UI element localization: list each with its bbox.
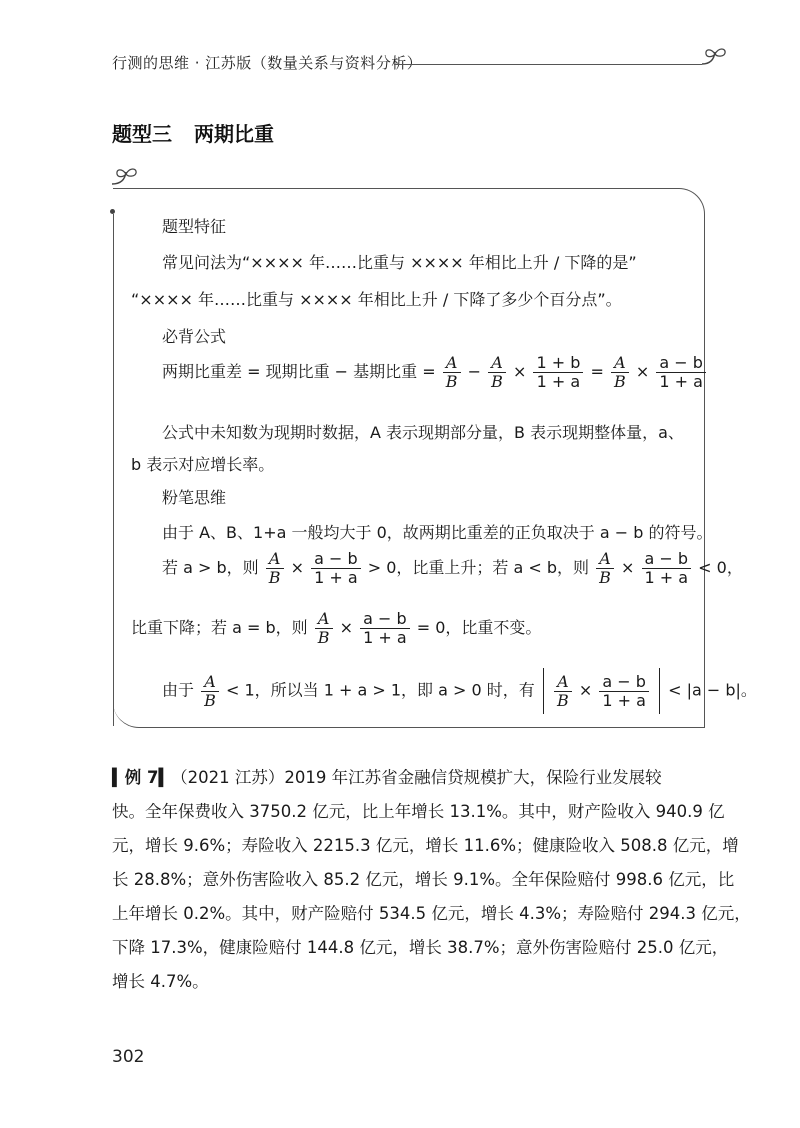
- running-header: [112, 44, 712, 84]
- example-line-2: 快。全年保费收入 3750.2 亿元，比上年增长 13.1%。其中，财产险收入 940.9 亿: [112, 802, 725, 821]
- example-tag: ▍例 7▍: [112, 768, 172, 787]
- section-title: [112, 118, 274, 147]
- fraction-a-over-b: $\frac{A}{B}$: [596, 550, 614, 587]
- fraction-diff: $\frac{a - b}{1 + a}$: [599, 673, 649, 710]
- fraction-diff: $\frac{a - b}{1 + a}$: [360, 610, 410, 647]
- equals-sign: =: [590, 362, 604, 381]
- example-line-5: 上年增长 0.2%。其中，财产险赔付 534.5 亿元，增长 4.3%；寿险赔付 294.3 亿元，: [112, 904, 751, 923]
- times-sign: ×: [512, 362, 527, 381]
- absolute-bar-left: [543, 668, 544, 714]
- absolute-bar-right: [659, 668, 660, 714]
- fraction-a-over-b: $\frac{A}{B}$: [201, 673, 219, 710]
- fraction-growth: $\frac{1 + b}{1 + a}$: [533, 354, 583, 391]
- example-line-6: 下降 17.3%，健康险赔付 144.8 亿元，增长 38.7%；意外伤害险赔付 25.0 亿元，: [112, 938, 729, 957]
- sprout-icon: [698, 46, 732, 70]
- formula-note-2: b 表示对应增长率。: [131, 455, 275, 474]
- example-line-1: ▍例 7▍（2021 江苏）2019 年江苏省金融信贷规模扩大，保险行业发展较: [112, 768, 662, 787]
- example-line-7: 增长 4.7%。: [112, 972, 209, 991]
- thinking-line-1: 由于 A、B、1+a 一般均大于 0，故两期比重差的正负取决于 a − b 的符号。: [162, 523, 713, 542]
- formula-line: [162, 354, 708, 391]
- section-name: 两期比重: [194, 122, 274, 146]
- formula-heading: 必背公式: [162, 327, 227, 346]
- case-line-1: 若 a > b，则 $\frac{A}{B}$ × $\frac{a - b}{1 + a}$ > 0，比重上升；若 a < b，则 $\frac{A}{B}$ × $\frac{a - b}{1 + a}$ < 0，: [162, 549, 743, 587]
- fraction-a-over-b: $\frac{A}{B}$: [315, 610, 333, 647]
- fraction-a-over-b: $\frac{A}{B}$: [611, 354, 629, 391]
- fraction-diff: $\frac{a - b}{1 + a}$: [642, 550, 692, 587]
- header-rule: [394, 64, 702, 65]
- fraction-a-over-b: $\frac{A}{B}$: [488, 354, 506, 391]
- minus-sign: −: [467, 362, 482, 381]
- fraction-diff: $\frac{a - b}{1 + a}$: [656, 354, 706, 391]
- header-title: 行测的思维 · 江苏版（数量关系与资料分析）: [112, 54, 423, 72]
- page-number: 302: [112, 1047, 145, 1067]
- feature-heading: 题型特征: [162, 217, 227, 236]
- section-label: 题型三: [112, 122, 172, 146]
- case-line-2: 比重下降；若 a = b，则 $\frac{A}{B}$ × $\frac{a - b}{1 + a}$ = 0，比重不变。: [131, 609, 542, 647]
- fraction-diff: $\frac{a - b}{1 + a}$: [311, 550, 361, 587]
- feature-line-2: “×××× 年……比重与 ×××× 年相比上升 / 下降了多少个百分点”。: [131, 290, 622, 309]
- thinking-heading: 粉笔思维: [162, 488, 227, 507]
- box-corner-dot: [110, 209, 115, 214]
- inequality-line: 由于 $\frac{A}{B}$ < 1，所以当 1 + a > 1，即 a > 0 时，有 $\frac{A}{B}$ × $\frac{a - b}{1 + a}$ < |a − b|。: [162, 668, 757, 714]
- example-line-4: 长 28.8%；意外伤害险收入 85.2 亿元，增长 9.1%。全年保险赔付 998.6 亿元，比: [112, 870, 735, 889]
- fraction-a-over-b: $\frac{A}{B}$: [443, 354, 461, 391]
- formula-lhs: 两期比重差 = 现期比重 − 基期比重 =: [162, 362, 436, 381]
- formula-note-1: 公式中未知数为现期时数据，A 表示现期部分量，B 表示现期整体量，a、: [162, 423, 684, 442]
- feature-line-1: 常见问法为“×××× 年……比重与 ×××× 年相比上升 / 下降的是”: [162, 253, 637, 272]
- times-sign: ×: [635, 362, 650, 381]
- fraction-a-over-b: $\frac{A}{B}$: [266, 550, 284, 587]
- fraction-a-over-b: $\frac{A}{B}$: [554, 673, 572, 710]
- example-line-3: 元，增长 9.6%；寿险收入 2215.3 亿元，增长 11.6%；健康险收入 508.8 亿元，增: [112, 836, 739, 855]
- box-left-border: [113, 214, 114, 726]
